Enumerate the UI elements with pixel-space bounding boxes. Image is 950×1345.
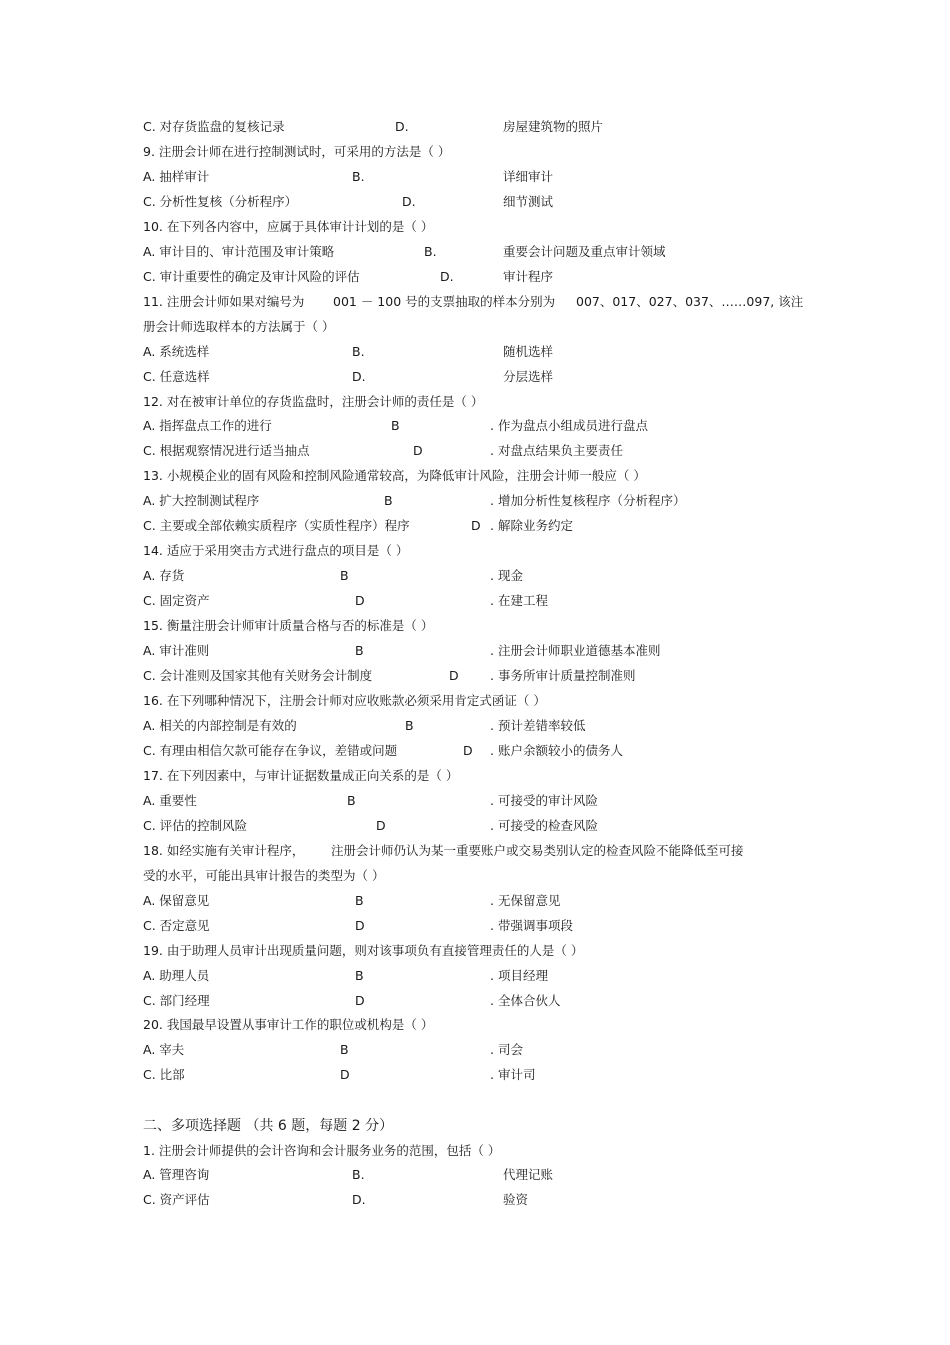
question-text: A. 宰夫	[143, 1042, 185, 1057]
question-text: B	[340, 568, 349, 583]
question-text: . 项目经理	[490, 968, 548, 983]
question-text: B	[384, 493, 393, 508]
question-text: 14. 适应于采用突击方式进行盘点的项目是（ ）	[143, 543, 409, 558]
question-text: . 注册会计师职业道德基本准则	[490, 643, 661, 658]
question-text: C. 比部	[143, 1067, 185, 1082]
question-text: C. 对存货监盘的复核记录	[143, 119, 285, 134]
question-text: 注册会计师仍认为某一重要账户或交易类别认定的检查风险不能降低至可接	[331, 843, 744, 858]
question-text: 9. 注册会计师在进行控制测试时，可采用的方法是（ ）	[143, 144, 451, 159]
question-text: 10. 在下列各内容中，应属于具体审计计划的是（ ）	[143, 219, 434, 234]
question-text: D	[355, 993, 365, 1008]
question-text: D.	[395, 119, 409, 134]
question-text: B	[347, 793, 356, 808]
question-text: B	[355, 893, 364, 908]
section-heading: 二、多项选择题 （共 6 题，每题 2 分）	[143, 1118, 394, 1134]
question-text: 11. 注册会计师如果对编号为	[143, 294, 305, 309]
question-text: . 现金	[490, 568, 523, 583]
question-text: B	[405, 718, 414, 733]
question-text: 受的水平，可能出具审计报告的类型为（ ）	[143, 868, 385, 883]
question-text: D.	[352, 1192, 366, 1207]
question-text: A. 存货	[143, 568, 185, 583]
question-text: A. 指挥盘点工作的进行	[143, 418, 272, 433]
question-text: . 对盘点结果负主要责任	[490, 443, 623, 458]
question-text: D	[376, 818, 386, 833]
question-text: D	[449, 668, 459, 683]
question-text: 1. 注册会计师提供的会计咨询和会计服务业务的范围，包括（ ）	[143, 1143, 501, 1158]
question-text: 001 － 100 号的支票抽取的样本分别为	[333, 294, 556, 309]
question-text: . 事务所审计质量控制准则	[490, 668, 636, 683]
question-text: 19. 由于助理人员审计出现质量问题，则对该事项负有直接管理责任的人是（ ）	[143, 943, 584, 958]
question-text: C. 会计准则及国家其他有关财务会计制度	[143, 668, 373, 683]
question-text: 详细审计	[503, 169, 554, 184]
question-text: D.	[402, 194, 416, 209]
question-text: A. 审计准则	[143, 643, 210, 658]
question-text: . 在建工程	[490, 593, 548, 608]
question-text: . 无保留意见	[490, 893, 561, 908]
question-text: C. 否定意见	[143, 918, 210, 933]
question-text: D	[463, 743, 473, 758]
question-text: 审计程序	[503, 269, 554, 284]
question-text: C. 任意选样	[143, 369, 210, 384]
question-text: D	[413, 443, 423, 458]
question-text: . 司会	[490, 1042, 523, 1057]
question-text: B.	[352, 1167, 365, 1182]
question-text: 12. 对在被审计单位的存货监盘时，注册会计师的责任是（ ）	[143, 394, 484, 409]
question-text: D	[355, 593, 365, 608]
question-text: B	[391, 418, 400, 433]
question-text: 007、017、027、037、……097, 该注	[576, 294, 804, 309]
question-text: 随机选样	[503, 344, 554, 359]
question-text: 代理记账	[503, 1167, 554, 1182]
question-text: B.	[352, 169, 365, 184]
question-text: 18. 如经实施有关审计程序，	[143, 843, 305, 858]
question-text: . 可接受的检查风险	[490, 818, 598, 833]
question-text: B	[355, 968, 364, 983]
question-text: C. 评估的控制风险	[143, 818, 248, 833]
question-text: C. 根据观察情况进行适当抽点	[143, 443, 310, 458]
question-text: A. 审计目的、审计范围及审计策略	[143, 244, 335, 259]
question-text: 分层选样	[503, 369, 554, 384]
question-text: . 可接受的审计风险	[490, 793, 598, 808]
question-text: C. 主要或全部依赖实质程序（实质性程序）程序	[143, 518, 410, 533]
question-text: A. 助理人员	[143, 968, 210, 983]
question-text: A. 重要性	[143, 793, 197, 808]
question-text: D	[471, 518, 481, 533]
question-text: C. 分析性复核（分析程序）	[143, 194, 298, 209]
question-text: 16. 在下列哪种情况下，注册会计师对应收账款必须采用肯定式函证（ ）	[143, 693, 546, 708]
question-text: 重要会计问题及重点审计领域	[503, 244, 666, 259]
question-text: . 审计司	[490, 1067, 536, 1082]
question-text: . 账户余额较小的债务人	[490, 743, 623, 758]
question-text: A. 扩大控制测试程序	[143, 493, 260, 508]
question-text: C. 审计重要性的确定及审计风险的评估	[143, 269, 360, 284]
question-text: . 解除业务约定	[490, 518, 573, 533]
question-text: D	[340, 1067, 350, 1082]
question-text: 验资	[503, 1192, 529, 1207]
question-text: C. 有理由相信欠款可能存在争议，差错或问题	[143, 743, 398, 758]
question-text: A. 管理咨询	[143, 1167, 210, 1182]
question-text: 房屋建筑物的照片	[503, 119, 604, 134]
question-text: D	[355, 918, 365, 933]
question-text: B.	[424, 244, 437, 259]
question-text: . 全体合伙人	[490, 993, 561, 1008]
question-text: D.	[352, 369, 366, 384]
question-text: 20. 我国最早设置从事审计工作的职位或机构是（ ）	[143, 1017, 434, 1032]
question-text: 细节测试	[503, 194, 554, 209]
question-text: . 增加分析性复核程序（分析程序）	[490, 493, 686, 508]
question-text: . 带强调事项段	[490, 918, 573, 933]
question-text: A. 保留意见	[143, 893, 210, 908]
question-text: B	[340, 1042, 349, 1057]
question-text: 17. 在下列因素中，与审计证据数量成正向关系的是（ ）	[143, 768, 459, 783]
question-text: A. 系统选样	[143, 344, 210, 359]
question-text: A. 相关的内部控制是有效的	[143, 718, 297, 733]
question-text: 册会计师选取样本的方法属于（ ）	[143, 319, 335, 334]
question-text: A. 抽样审计	[143, 169, 210, 184]
question-text: C. 部门经理	[143, 993, 210, 1008]
question-text: 15. 衡量注册会计师审计质量合格与否的标准是（ ）	[143, 618, 434, 633]
question-text: 13. 小规模企业的固有风险和控制风险通常较高，为降低审计风险，注册会计师一般应（ ）	[143, 468, 646, 483]
question-text: B	[355, 643, 364, 658]
question-text: C. 固定资产	[143, 593, 210, 608]
question-text: . 预计差错率较低	[490, 718, 586, 733]
question-text: C. 资产评估	[143, 1192, 210, 1207]
question-text: D.	[440, 269, 454, 284]
question-text: B.	[352, 344, 365, 359]
question-text: . 作为盘点小组成员进行盘点	[490, 418, 648, 433]
